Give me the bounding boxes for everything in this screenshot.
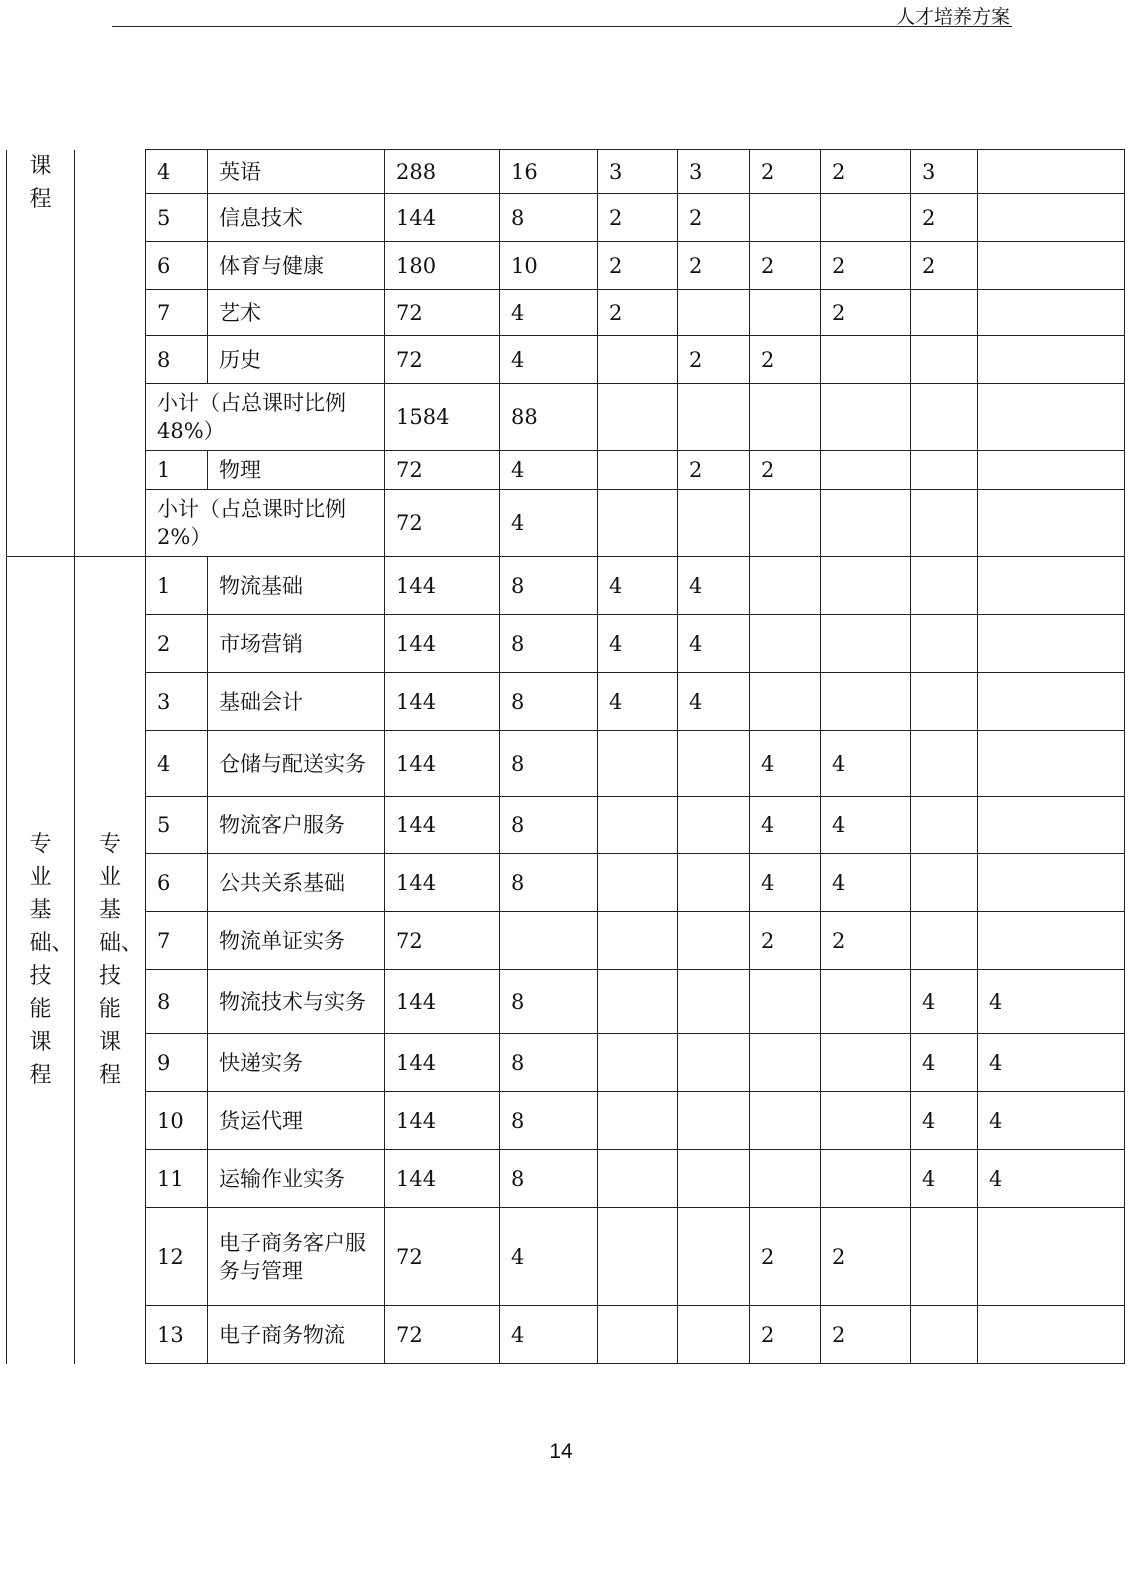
semester-5 (911, 854, 978, 912)
semester-6 (978, 673, 1125, 731)
category-cell-professional (7, 557, 75, 1364)
semester-3 (750, 970, 821, 1034)
table-row (7, 290, 1125, 336)
semester-2 (678, 490, 750, 557)
course-name: 物理 (208, 451, 385, 490)
course-name: 英语 (208, 150, 385, 194)
subtotal-credits: 88 (500, 384, 598, 451)
document-header-title: 人才培养方案 (895, 6, 1010, 28)
course-schedule-table (6, 149, 1125, 1364)
semester-6 (978, 194, 1125, 242)
course-name: 信息技术 (208, 194, 385, 242)
course-credits: 8 (500, 854, 598, 912)
category-label: 课程 (29, 153, 52, 212)
semester-1: 4 (598, 673, 678, 731)
semester-1 (598, 384, 678, 451)
course-no: 6 (146, 242, 208, 290)
semester-5 (911, 290, 978, 336)
course-name: 基础会计 (208, 673, 385, 731)
semester-3: 4 (750, 731, 821, 797)
table-row (7, 1208, 1125, 1306)
semester-3: 2 (750, 242, 821, 290)
course-hours: 144 (385, 1092, 500, 1150)
table-row (7, 194, 1125, 242)
semester-2: 4 (678, 615, 750, 673)
semester-3 (750, 490, 821, 557)
course-hours: 72 (385, 1208, 500, 1306)
course-no: 1 (146, 557, 208, 615)
page-number: 14 (549, 1440, 573, 1463)
course-hours: 144 (385, 1150, 500, 1208)
semester-5 (911, 557, 978, 615)
semester-3: 2 (750, 451, 821, 490)
semester-6 (978, 1208, 1125, 1306)
course-hours: 72 (385, 912, 500, 970)
semester-1 (598, 1306, 678, 1364)
course-hours: 144 (385, 854, 500, 912)
course-name: 快递实务 (208, 1034, 385, 1092)
subtotal-hours: 1584 (385, 384, 500, 451)
course-no: 6 (146, 854, 208, 912)
course-name: 体育与健康 (208, 242, 385, 290)
course-hours: 72 (385, 1306, 500, 1364)
subcategory-label: 专业基础、技能课程 (99, 832, 144, 1089)
course-credits: 8 (500, 731, 598, 797)
semester-5 (911, 673, 978, 731)
course-hours: 144 (385, 970, 500, 1034)
course-hours: 180 (385, 242, 500, 290)
table-row (7, 912, 1125, 970)
category-cell-general (7, 150, 75, 557)
course-name: 电子商务客户服务与管理 (208, 1208, 385, 1306)
semester-3 (750, 557, 821, 615)
table-row (7, 970, 1125, 1034)
semester-6 (978, 797, 1125, 854)
semester-4 (821, 384, 911, 451)
course-credits: 4 (500, 1306, 598, 1364)
course-name: 艺术 (208, 290, 385, 336)
semester-4: 4 (821, 797, 911, 854)
course-credits: 10 (500, 242, 598, 290)
semester-6 (978, 557, 1125, 615)
semester-3 (750, 1034, 821, 1092)
course-credits: 8 (500, 797, 598, 854)
semester-2: 3 (678, 150, 750, 194)
semester-6 (978, 912, 1125, 970)
semester-1: 4 (598, 615, 678, 673)
course-no: 8 (146, 970, 208, 1034)
course-no: 10 (146, 1092, 208, 1150)
semester-2 (678, 290, 750, 336)
table-row (7, 854, 1125, 912)
semester-1 (598, 1034, 678, 1092)
semester-2 (678, 912, 750, 970)
semester-2 (678, 1208, 750, 1306)
semester-2 (678, 1092, 750, 1150)
course-no: 11 (146, 1150, 208, 1208)
course-no: 1 (146, 451, 208, 490)
subtotal-label: 小计（占总课时比例 48%） (146, 384, 385, 451)
semester-1 (598, 731, 678, 797)
semester-1 (598, 912, 678, 970)
semester-3 (750, 673, 821, 731)
subtotal-credits: 4 (500, 490, 598, 557)
semester-3 (750, 615, 821, 673)
course-name: 运输作业实务 (208, 1150, 385, 1208)
semester-4: 4 (821, 731, 911, 797)
course-hours: 144 (385, 557, 500, 615)
semester-5 (911, 490, 978, 557)
semester-3 (750, 194, 821, 242)
semester-1 (598, 854, 678, 912)
semester-3 (750, 290, 821, 336)
course-no: 7 (146, 290, 208, 336)
subtotal-label: 小计（占总课时比例 2%） (146, 490, 385, 557)
table-row (7, 731, 1125, 797)
course-hours: 144 (385, 1034, 500, 1092)
semester-1 (598, 970, 678, 1034)
semester-6 (978, 490, 1125, 557)
semester-5 (911, 912, 978, 970)
category-label: 专业基础、技能课程 (29, 832, 74, 1089)
table-row (7, 242, 1125, 290)
semester-1: 3 (598, 150, 678, 194)
semester-5 (911, 451, 978, 490)
course-name: 货运代理 (208, 1092, 385, 1150)
semester-1: 4 (598, 557, 678, 615)
semester-6: 4 (978, 1150, 1125, 1208)
semester-4: 2 (821, 1208, 911, 1306)
semester-5: 4 (911, 1150, 978, 1208)
semester-1 (598, 451, 678, 490)
course-credits: 4 (500, 1208, 598, 1306)
course-credits: 4 (500, 451, 598, 490)
semester-4: 2 (821, 912, 911, 970)
semester-4: 2 (821, 150, 911, 194)
course-no: 8 (146, 336, 208, 384)
semester-5 (911, 384, 978, 451)
semester-3: 2 (750, 1208, 821, 1306)
course-name: 电子商务物流 (208, 1306, 385, 1364)
course-name: 物流单证实务 (208, 912, 385, 970)
semester-6 (978, 150, 1125, 194)
course-hours: 144 (385, 615, 500, 673)
table-row (7, 557, 1125, 615)
semester-3: 2 (750, 912, 821, 970)
semester-4 (821, 194, 911, 242)
course-name: 仓储与配送实务 (208, 731, 385, 797)
table-row (7, 1306, 1125, 1364)
semester-2 (678, 797, 750, 854)
table-row (7, 1150, 1125, 1208)
semester-5: 3 (911, 150, 978, 194)
course-name: 公共关系基础 (208, 854, 385, 912)
semester-2: 2 (678, 194, 750, 242)
semester-4 (821, 451, 911, 490)
semester-2 (678, 1034, 750, 1092)
course-credits: 8 (500, 194, 598, 242)
course-credits: 8 (500, 615, 598, 673)
semester-6 (978, 1306, 1125, 1364)
course-hours: 144 (385, 797, 500, 854)
semester-6 (978, 336, 1125, 384)
semester-2: 2 (678, 336, 750, 384)
table-row (7, 336, 1125, 384)
semester-5: 4 (911, 1092, 978, 1150)
semester-5: 2 (911, 242, 978, 290)
semester-5: 4 (911, 1034, 978, 1092)
semester-3 (750, 1150, 821, 1208)
semester-6 (978, 731, 1125, 797)
semester-2 (678, 970, 750, 1034)
course-credits: 8 (500, 1034, 598, 1092)
table-row (7, 150, 1125, 194)
course-no: 13 (146, 1306, 208, 1364)
subtotal-row (7, 490, 1125, 557)
semester-5 (911, 797, 978, 854)
semester-4: 4 (821, 854, 911, 912)
semester-4 (821, 1092, 911, 1150)
course-credits: 8 (500, 673, 598, 731)
course-no: 5 (146, 797, 208, 854)
semester-4 (821, 557, 911, 615)
semester-5 (911, 1208, 978, 1306)
course-no: 4 (146, 150, 208, 194)
semester-6: 4 (978, 1034, 1125, 1092)
course-credits: 4 (500, 290, 598, 336)
semester-1 (598, 1092, 678, 1150)
semester-1 (598, 797, 678, 854)
subtotal-row (7, 384, 1125, 451)
course-credits: 8 (500, 1150, 598, 1208)
semester-6 (978, 854, 1125, 912)
semester-4: 2 (821, 1306, 911, 1364)
semester-3 (750, 384, 821, 451)
semester-2: 4 (678, 557, 750, 615)
course-no: 3 (146, 673, 208, 731)
semester-4: 2 (821, 242, 911, 290)
course-hours: 144 (385, 194, 500, 242)
course-no: 12 (146, 1208, 208, 1306)
course-name: 物流客户服务 (208, 797, 385, 854)
course-hours: 72 (385, 451, 500, 490)
semester-3 (750, 1092, 821, 1150)
semester-4 (821, 490, 911, 557)
subcategory-cell-general (75, 150, 146, 557)
course-credits: 8 (500, 1092, 598, 1150)
table-row (7, 797, 1125, 854)
semester-2 (678, 1150, 750, 1208)
semester-5 (911, 336, 978, 384)
course-hours: 144 (385, 731, 500, 797)
semester-1 (598, 490, 678, 557)
course-hours: 72 (385, 336, 500, 384)
semester-2 (678, 731, 750, 797)
semester-6 (978, 451, 1125, 490)
semester-5 (911, 615, 978, 673)
course-name: 市场营销 (208, 615, 385, 673)
semester-3: 2 (750, 1306, 821, 1364)
semester-4: 2 (821, 290, 911, 336)
course-hours: 72 (385, 290, 500, 336)
course-credits (500, 912, 598, 970)
semester-4 (821, 970, 911, 1034)
course-name: 物流技术与实务 (208, 970, 385, 1034)
semester-4 (821, 1150, 911, 1208)
course-no: 9 (146, 1034, 208, 1092)
course-credits: 8 (500, 970, 598, 1034)
semester-6: 4 (978, 1092, 1125, 1150)
table-row (7, 615, 1125, 673)
semester-6: 4 (978, 970, 1125, 1034)
course-no: 2 (146, 615, 208, 673)
semester-5 (911, 1306, 978, 1364)
semester-2: 2 (678, 242, 750, 290)
course-no: 5 (146, 194, 208, 242)
course-credits: 16 (500, 150, 598, 194)
course-hours: 144 (385, 673, 500, 731)
semester-3: 2 (750, 336, 821, 384)
semester-2: 4 (678, 673, 750, 731)
subtotal-hours: 72 (385, 490, 500, 557)
table-row (7, 1034, 1125, 1092)
semester-1: 2 (598, 290, 678, 336)
semester-4 (821, 615, 911, 673)
semester-1 (598, 336, 678, 384)
semester-3: 4 (750, 854, 821, 912)
semester-6 (978, 242, 1125, 290)
course-credits: 8 (500, 557, 598, 615)
semester-6 (978, 384, 1125, 451)
semester-1 (598, 1150, 678, 1208)
semester-2 (678, 854, 750, 912)
semester-1 (598, 1208, 678, 1306)
table-row (7, 673, 1125, 731)
semester-4 (821, 673, 911, 731)
course-name: 物流基础 (208, 557, 385, 615)
course-credits: 4 (500, 336, 598, 384)
semester-2 (678, 384, 750, 451)
semester-3: 2 (750, 150, 821, 194)
subcategory-cell-professional (75, 557, 146, 1364)
course-name: 历史 (208, 336, 385, 384)
semester-5: 2 (911, 194, 978, 242)
course-hours: 288 (385, 150, 500, 194)
table-row (7, 451, 1125, 490)
table-row (7, 1092, 1125, 1150)
semester-4 (821, 1034, 911, 1092)
semester-5: 4 (911, 970, 978, 1034)
semester-2 (678, 1306, 750, 1364)
semester-5 (911, 731, 978, 797)
semester-6 (978, 290, 1125, 336)
course-no: 4 (146, 731, 208, 797)
semester-1: 2 (598, 194, 678, 242)
semester-2: 2 (678, 451, 750, 490)
semester-6 (978, 615, 1125, 673)
semester-1: 2 (598, 242, 678, 290)
semester-3: 4 (750, 797, 821, 854)
header-divider (112, 26, 1012, 27)
semester-4 (821, 336, 911, 384)
course-no: 7 (146, 912, 208, 970)
